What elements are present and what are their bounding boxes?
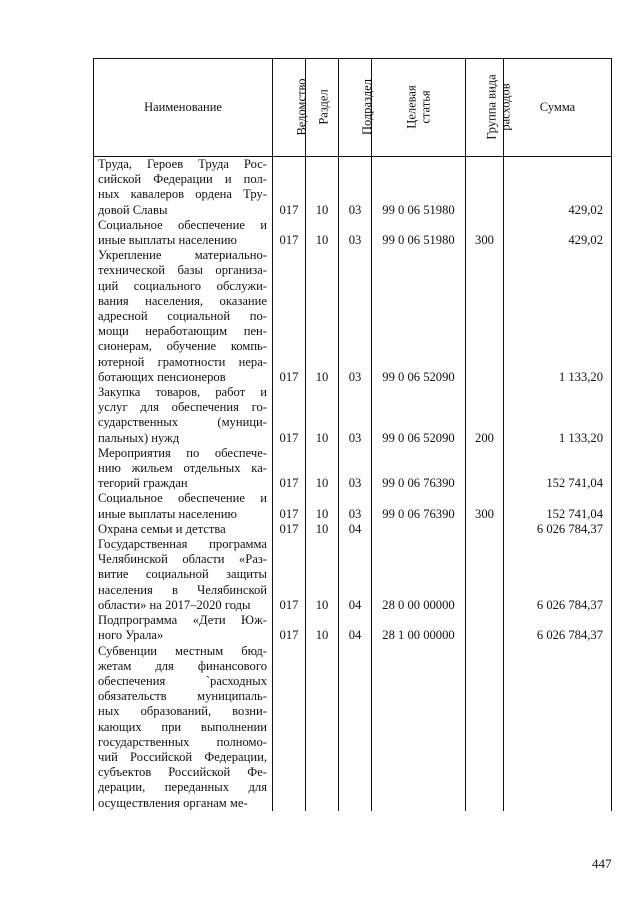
row-subsection: 03 — [339, 491, 372, 521]
row-section: 10 — [306, 491, 339, 521]
header-section: Раздел — [306, 59, 339, 157]
row-target: 99 0 06 52090 — [372, 385, 466, 446]
row-target: 99 0 06 76390 — [372, 446, 466, 492]
row-subsection: 03 — [339, 446, 372, 492]
row-name-line: осуществления органам ме- — [98, 795, 248, 810]
row-name-line: иные выплаты населению — [98, 506, 237, 521]
row-name-line: адресной социальной по- — [98, 309, 267, 324]
row-section — [306, 644, 339, 811]
row-group — [466, 446, 504, 492]
row-sum: 6 026 784,37 — [504, 522, 612, 537]
row-name-line: Укрепление материально- — [98, 248, 267, 263]
row-dept — [273, 644, 306, 811]
row-subsection: 03 — [339, 157, 372, 218]
header-group: Группа вида расходов — [466, 59, 504, 157]
row-name-line: Челябинской области «Раз- — [98, 552, 267, 567]
row-subsection: 04 — [339, 522, 372, 537]
table-row — [94, 157, 612, 218]
row-name-line: Социальное обеспечение и — [98, 491, 267, 506]
row-target: 28 1 00 00000 — [372, 613, 466, 643]
row-name-line: сийской Федерации и пол- — [98, 172, 267, 187]
row-sum: 1 133,20 — [504, 248, 612, 385]
row-name-line: субъектов Российской Фе- — [98, 765, 267, 780]
row-section: 10 — [306, 537, 339, 613]
row-name-line: ных образований, возни- — [98, 704, 267, 719]
row-name — [94, 385, 273, 446]
row-name — [94, 446, 273, 492]
header-name: Наименование — [94, 59, 273, 157]
row-target — [372, 644, 466, 811]
row-section: 10 — [306, 613, 339, 643]
row-sum: 6 026 784,37 — [504, 613, 612, 643]
row-group: 200 — [466, 385, 504, 446]
row-name — [94, 248, 273, 385]
row-name-line: обеспечения `расходных — [98, 673, 267, 688]
header-dept: Ведомство — [273, 59, 306, 157]
row-name — [94, 522, 273, 537]
row-name-line: государственных полномо- — [98, 734, 267, 749]
row-sum: 1 133,20 — [504, 385, 612, 446]
row-name-line: кающих при выполнении — [98, 719, 267, 734]
row-dept: 017 — [273, 537, 306, 613]
row-name-line: Мероприятия по обеспече- — [98, 445, 267, 460]
row-subsection — [339, 644, 372, 811]
row-subsection: 04 — [339, 537, 372, 613]
row-section: 10 — [306, 248, 339, 385]
row-dept: 017 — [273, 522, 306, 537]
table-row — [94, 522, 612, 537]
row-sum: 6 026 784,37 — [504, 537, 612, 613]
row-group — [466, 157, 504, 218]
row-name — [94, 613, 273, 643]
row-name-line: дерации, переданных для — [98, 780, 267, 795]
row-name — [94, 218, 273, 248]
row-name-line: ютерной грамотности нера- — [98, 354, 267, 369]
row-name-line: сионерам, обучение компь- — [98, 339, 267, 354]
row-subsection: 03 — [339, 248, 372, 385]
table-row — [94, 446, 612, 492]
header-sum: Сумма — [504, 59, 612, 157]
row-sum: 152 741,04 — [504, 446, 612, 492]
row-name-line: ного Урала» — [98, 628, 164, 643]
row-name-line: ций социального обслужи- — [98, 278, 267, 293]
header-subsection: Подраздел — [339, 59, 372, 157]
row-name — [94, 157, 273, 218]
row-subsection: 03 — [339, 218, 372, 248]
row-section: 10 — [306, 446, 339, 492]
row-dept: 017 — [273, 248, 306, 385]
row-target: 99 0 06 51980 — [372, 218, 466, 248]
row-dept: 017 — [273, 613, 306, 643]
row-name-line: довой Славы — [98, 202, 168, 217]
row-group — [466, 537, 504, 613]
row-dept: 017 — [273, 491, 306, 521]
row-group — [466, 644, 504, 811]
row-name-line: нию жильем отдельных ка- — [98, 461, 267, 476]
row-name-line: населения в Челябинской — [98, 582, 267, 597]
row-name-line: пальных) нужд — [98, 430, 180, 445]
row-group — [466, 613, 504, 643]
row-target: 99 0 06 52090 — [372, 248, 466, 385]
row-name-line: Подпрограмма «Дети Юж- — [98, 613, 267, 628]
table-row — [94, 613, 612, 643]
row-name-line: вания населения, оказание — [98, 293, 267, 308]
row-name-line: Охрана семьи и детства — [98, 521, 226, 536]
table-body — [94, 157, 612, 811]
row-sum — [504, 644, 612, 811]
row-group — [466, 522, 504, 537]
row-target: 99 0 06 51980 — [372, 157, 466, 218]
row-subsection: 04 — [339, 613, 372, 643]
row-target: 99 0 06 76390 — [372, 491, 466, 521]
row-name-line: иные выплаты населению — [98, 233, 237, 248]
row-name-line: Закупка товаров, работ и — [98, 385, 267, 400]
row-name-line: сударственных (муници- — [98, 415, 267, 430]
row-group: 300 — [466, 218, 504, 248]
row-name — [94, 537, 273, 613]
row-sum: 429,02 — [504, 157, 612, 218]
row-dept: 017 — [273, 218, 306, 248]
row-dept: 017 — [273, 157, 306, 218]
budget-table — [93, 58, 612, 811]
table-row — [94, 644, 612, 811]
table-row — [94, 218, 612, 248]
row-name-line: жетам для финансового — [98, 658, 267, 673]
table-row — [94, 537, 612, 613]
header-target: Целевая статья — [372, 59, 466, 157]
row-target: 28 0 00 00000 — [372, 537, 466, 613]
row-dept: 017 — [273, 446, 306, 492]
row-name-line: технической базы организа- — [98, 263, 267, 278]
page-number: 447 — [592, 856, 612, 871]
row-name-line: тегорий граждан — [98, 476, 188, 491]
row-section: 10 — [306, 157, 339, 218]
row-sum: 152 741,04 — [504, 491, 612, 521]
row-section: 10 — [306, 385, 339, 446]
row-name-line: ных кавалеров ордена Тру- — [98, 187, 267, 202]
row-group: 300 — [466, 491, 504, 521]
row-section: 10 — [306, 218, 339, 248]
row-name — [94, 491, 273, 521]
row-target — [372, 522, 466, 537]
row-name-line: Государственная программа — [98, 537, 267, 552]
row-name-line: области» на 2017–2020 годы — [98, 597, 251, 612]
row-name-line: обязательств муниципаль- — [98, 689, 267, 704]
row-name-line: мощи неработающим пен- — [98, 324, 267, 339]
row-sum: 429,02 — [504, 218, 612, 248]
row-section: 10 — [306, 522, 339, 537]
row-name-line: Социальное обеспечение и — [98, 217, 267, 232]
table-header-row — [94, 59, 612, 157]
table-row — [94, 491, 612, 521]
table-row — [94, 248, 612, 385]
row-subsection: 03 — [339, 385, 372, 446]
row-name-line: ботающих пенсионеров — [98, 369, 226, 384]
row-group — [466, 248, 504, 385]
row-name-line: чий Российской Федерации, — [98, 749, 267, 764]
row-name-line: Субвенции местным бюд- — [98, 643, 267, 658]
row-name-line: услуг для обеспечения го- — [98, 400, 267, 415]
row-name — [94, 644, 273, 811]
row-name-line: Труда, Героев Труда Рос- — [98, 157, 267, 171]
table-row — [94, 385, 612, 446]
row-name-line: витие социальной защиты — [98, 567, 267, 582]
row-dept: 017 — [273, 385, 306, 446]
